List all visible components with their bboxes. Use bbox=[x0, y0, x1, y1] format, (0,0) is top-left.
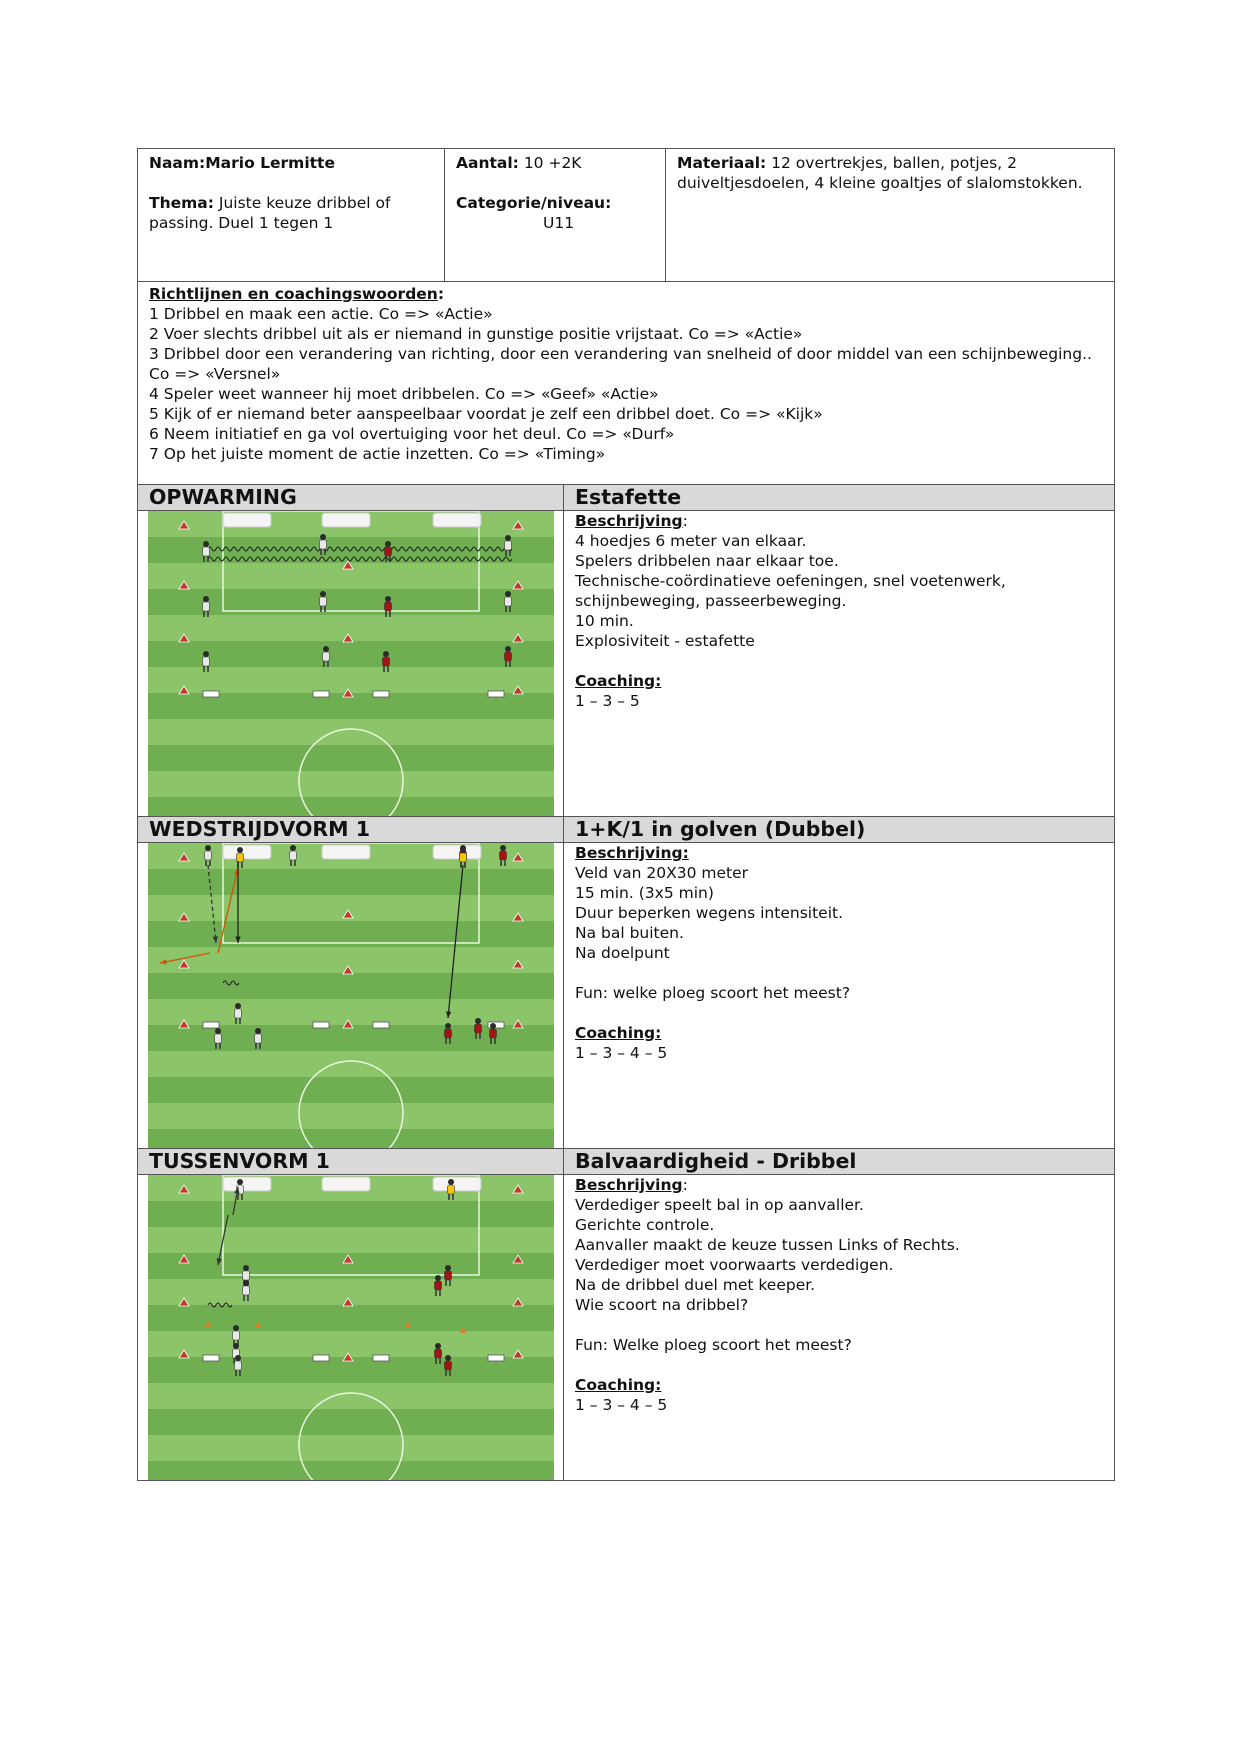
guideline-item: 5 Kijk of er niemand beter aanspeelbaar voordat je zelf een dribbel doet. Co => «Kijk» bbox=[149, 405, 823, 423]
player-body bbox=[445, 1271, 452, 1280]
pitch-diagram bbox=[148, 511, 554, 816]
mini-goal bbox=[373, 691, 389, 697]
description-line: Na bal buiten. bbox=[575, 924, 684, 942]
coaching-label: Coaching: bbox=[575, 1024, 662, 1042]
goal-left bbox=[223, 1177, 271, 1191]
guideline-item: 4 Speler weet wanneer hij moet dribbelen. Co => «Geef» «Actie» bbox=[149, 385, 659, 403]
goal-left bbox=[223, 513, 271, 527]
player-body bbox=[445, 1029, 452, 1038]
section-body bbox=[138, 843, 1115, 1149]
mini-goal bbox=[203, 1022, 219, 1028]
coaching-value: 1 – 3 – 4 – 5 bbox=[575, 1044, 668, 1062]
player-head bbox=[235, 1355, 241, 1361]
description-cell bbox=[564, 1175, 1115, 1481]
goal-center bbox=[322, 845, 370, 859]
player-body bbox=[475, 1024, 482, 1033]
player-head bbox=[233, 1325, 239, 1331]
materiaal-value: 12 overtrekjes, ballen, potjes, 2 duiveltjesdoelen, 4 kleine goaltjes of slalomstokken. bbox=[677, 154, 1083, 192]
grass-stripe bbox=[148, 1051, 554, 1077]
description-line: Verdediger speelt bal in op aanvaller. bbox=[575, 1196, 864, 1214]
player-body bbox=[243, 1271, 250, 1280]
grass-stripe bbox=[148, 719, 554, 745]
description-line: Gerichte controle. bbox=[575, 1216, 715, 1234]
description-cell bbox=[564, 511, 1115, 817]
coaching-value: 1 – 3 – 4 – 5 bbox=[575, 1396, 668, 1414]
guideline-item: 3 Dribbel door een verandering van richting, door een verandering van snelheid of door middel van een schijnbeweging.. Co => «Versnel» bbox=[149, 345, 1092, 383]
pitch-diagram bbox=[148, 1175, 554, 1480]
player-body bbox=[435, 1281, 442, 1290]
description-line: Na doelpunt bbox=[575, 944, 670, 962]
grass-stripe bbox=[148, 1383, 554, 1409]
description-line: 15 min. (3x5 min) bbox=[575, 884, 714, 902]
mini-goal bbox=[373, 1022, 389, 1028]
player-head bbox=[237, 847, 243, 853]
description-label: Beschrijving bbox=[575, 1176, 683, 1194]
naam-value: Mario Lermitte bbox=[205, 154, 335, 172]
section-body bbox=[138, 1175, 1115, 1481]
mini-goal bbox=[373, 1355, 389, 1361]
player-body bbox=[505, 541, 512, 550]
description-line: Explosiviteit - estafette bbox=[575, 632, 755, 650]
player-head bbox=[475, 1018, 481, 1024]
mini-goal bbox=[203, 1355, 219, 1361]
naam-label: Naam: bbox=[149, 154, 206, 172]
player-body bbox=[237, 853, 244, 862]
player-body bbox=[445, 1361, 452, 1370]
grass-stripe bbox=[148, 667, 554, 693]
aantal-categorie-cell bbox=[445, 149, 666, 282]
player-head bbox=[203, 651, 209, 657]
player-body bbox=[383, 657, 390, 666]
player-head bbox=[255, 1028, 261, 1034]
grass-stripe bbox=[148, 1279, 554, 1305]
player-head bbox=[290, 845, 296, 851]
goal-right bbox=[433, 845, 481, 859]
player-body bbox=[448, 1185, 455, 1194]
mini-goal bbox=[488, 691, 504, 697]
coaching-label: Coaching: bbox=[575, 672, 662, 690]
description-line: Technische-coördinatieve oefeningen, snel voetenwerk, schijnbeweging, passeerbeweging. bbox=[575, 572, 1006, 610]
grass-stripe bbox=[148, 797, 554, 816]
player-head bbox=[445, 1355, 451, 1361]
guidelines-cell bbox=[138, 282, 1115, 485]
player-body bbox=[233, 1331, 240, 1340]
thema-value: Juiste keuze dribbel of passing. Duel 1 tegen 1 bbox=[149, 194, 391, 232]
player-body bbox=[490, 1029, 497, 1038]
description-colon: : bbox=[682, 512, 688, 530]
categorie-value: U11 bbox=[543, 214, 575, 232]
player-head bbox=[445, 1023, 451, 1029]
player-head bbox=[500, 845, 506, 851]
player-body bbox=[323, 652, 330, 661]
description-line: Aanvaller maakt de keuze tussen Links of Rechts. bbox=[575, 1236, 960, 1254]
player-body bbox=[435, 1349, 442, 1358]
player-body bbox=[385, 602, 392, 611]
grass-stripe bbox=[148, 999, 554, 1025]
goal-right bbox=[433, 1177, 481, 1191]
description-line: Wie scoort na dribbel? bbox=[575, 1296, 749, 1314]
player-head bbox=[320, 591, 326, 597]
categorie-label: Categorie/niveau: bbox=[456, 194, 612, 212]
exercise-title: Estafette bbox=[564, 485, 1115, 511]
player-body bbox=[320, 597, 327, 606]
grass-stripe bbox=[148, 947, 554, 973]
grass-stripe bbox=[148, 1129, 554, 1148]
player-body bbox=[255, 1034, 262, 1043]
player-head bbox=[237, 1179, 243, 1185]
mini-goal bbox=[488, 1355, 504, 1361]
player-body bbox=[203, 657, 210, 666]
player-body bbox=[203, 547, 210, 556]
description-label: Beschrijving bbox=[575, 512, 683, 530]
mini-goal bbox=[313, 1355, 329, 1361]
field-diagram-cell bbox=[138, 843, 564, 1149]
grass-stripe bbox=[148, 771, 554, 797]
grass-stripe bbox=[148, 1331, 554, 1357]
player-body bbox=[505, 652, 512, 661]
player-head bbox=[320, 534, 326, 540]
description-line: Spelers dribbelen naar elkaar toe. bbox=[575, 552, 839, 570]
player-body bbox=[460, 853, 467, 862]
mini-goal bbox=[203, 691, 219, 697]
guideline-item: 1 Dribbel en maak een actie. Co => «Actie» bbox=[149, 305, 493, 323]
pitch-diagram bbox=[148, 843, 554, 1148]
phase-label: OPWARMING bbox=[138, 485, 564, 511]
player-body bbox=[290, 851, 297, 860]
exercise-title: 1+K/1 in golven (Dubbel) bbox=[564, 817, 1115, 843]
field-diagram-cell bbox=[138, 511, 564, 817]
player-body bbox=[205, 851, 212, 860]
player-head bbox=[445, 1265, 451, 1271]
exercise-title: Balvaardigheid - Dribbel bbox=[564, 1149, 1115, 1175]
player-head bbox=[505, 646, 511, 652]
player-head bbox=[205, 845, 211, 851]
player-body bbox=[215, 1034, 222, 1043]
player-body bbox=[500, 851, 507, 860]
player-head bbox=[203, 541, 209, 547]
guideline-item: 6 Neem initiatief en ga vol overtuiging voor het deul. Co => «Durf» bbox=[149, 425, 675, 443]
player-body bbox=[235, 1009, 242, 1018]
aantal-label: Aantal: bbox=[456, 154, 519, 172]
grass-stripe bbox=[148, 745, 554, 771]
grass-stripe bbox=[148, 1227, 554, 1253]
player-body bbox=[243, 1286, 250, 1295]
description-line: 4 hoedjes 6 meter van elkaar. bbox=[575, 532, 807, 550]
training-sheet bbox=[137, 148, 1114, 1481]
grass-stripe bbox=[148, 1409, 554, 1435]
player-body bbox=[385, 547, 392, 556]
thema-label: Thema: bbox=[149, 194, 214, 212]
coaching-label: Coaching: bbox=[575, 1376, 662, 1394]
materiaal-label: Materiaal: bbox=[677, 154, 767, 172]
description-cell bbox=[564, 843, 1115, 1149]
grass-stripe bbox=[148, 1461, 554, 1480]
description-line: Na de dribbel duel met keeper. bbox=[575, 1276, 816, 1294]
grass-stripe bbox=[148, 973, 554, 999]
guidelines-colon: : bbox=[437, 285, 445, 303]
section-body bbox=[138, 511, 1115, 817]
player-head bbox=[448, 1179, 454, 1185]
description-label: Beschrijving: bbox=[575, 844, 689, 862]
goal-center bbox=[322, 1177, 370, 1191]
grass-stripe bbox=[148, 1435, 554, 1461]
materiaal-cell bbox=[666, 149, 1115, 282]
player-head bbox=[435, 1343, 441, 1349]
player-head bbox=[385, 541, 391, 547]
guideline-item: 2 Voer slechts dribbel uit als er niemand in gunstige positie vrijstaat. Co => «Actie» bbox=[149, 325, 803, 343]
player-body bbox=[320, 540, 327, 549]
description-line: Verdediger moet voorwaarts verdedigen. bbox=[575, 1256, 894, 1274]
grass-stripe bbox=[148, 1201, 554, 1227]
player-head bbox=[243, 1265, 249, 1271]
player-head bbox=[460, 847, 466, 853]
player-head bbox=[383, 651, 389, 657]
player-head bbox=[215, 1028, 221, 1034]
aantal-value: 10 +2K bbox=[523, 154, 582, 172]
guidelines-title: Richtlijnen en coachingswoorden bbox=[149, 285, 438, 303]
player-head bbox=[385, 596, 391, 602]
player-body bbox=[203, 602, 210, 611]
description-line: Duur beperken wegens intensiteit. bbox=[575, 904, 844, 922]
guideline-item: 7 Op het juiste moment de actie inzetten. Co => «Timing» bbox=[149, 445, 606, 463]
grass-stripe bbox=[148, 1077, 554, 1103]
section-header bbox=[138, 1149, 1115, 1175]
phase-label: TUSSENVORM 1 bbox=[138, 1149, 564, 1175]
goal-right bbox=[433, 513, 481, 527]
grass-stripe bbox=[148, 615, 554, 641]
guidelines-row bbox=[138, 282, 1115, 485]
header-row bbox=[138, 149, 1115, 282]
mini-goal bbox=[313, 691, 329, 697]
description-colon: : bbox=[682, 1176, 688, 1194]
player-head bbox=[323, 646, 329, 652]
player-head bbox=[435, 1275, 441, 1281]
player-head bbox=[505, 535, 511, 541]
coaching-value: 1 – 3 – 5 bbox=[575, 692, 640, 710]
description-line: Veld van 20X30 meter bbox=[575, 864, 749, 882]
player-body bbox=[235, 1361, 242, 1370]
goal-center bbox=[322, 513, 370, 527]
section-header bbox=[138, 817, 1115, 843]
player-head bbox=[233, 1343, 239, 1349]
player-head bbox=[490, 1023, 496, 1029]
mini-goal bbox=[313, 1022, 329, 1028]
description-line: 10 min. bbox=[575, 612, 634, 630]
phase-label: WEDSTRIJDVORM 1 bbox=[138, 817, 564, 843]
description-line: Fun: Welke ploeg scoort het meest? bbox=[575, 1336, 852, 1354]
grass-stripe bbox=[148, 1103, 554, 1129]
player-head bbox=[505, 591, 511, 597]
naam-thema-cell bbox=[138, 149, 445, 282]
description-line: Fun: welke ploeg scoort het meest? bbox=[575, 984, 851, 1002]
field-diagram-cell bbox=[138, 1175, 564, 1481]
section-header bbox=[138, 485, 1115, 511]
goal-left bbox=[223, 845, 271, 859]
player-head bbox=[235, 1003, 241, 1009]
player-head bbox=[203, 596, 209, 602]
player-body bbox=[505, 597, 512, 606]
player-head bbox=[243, 1280, 249, 1286]
